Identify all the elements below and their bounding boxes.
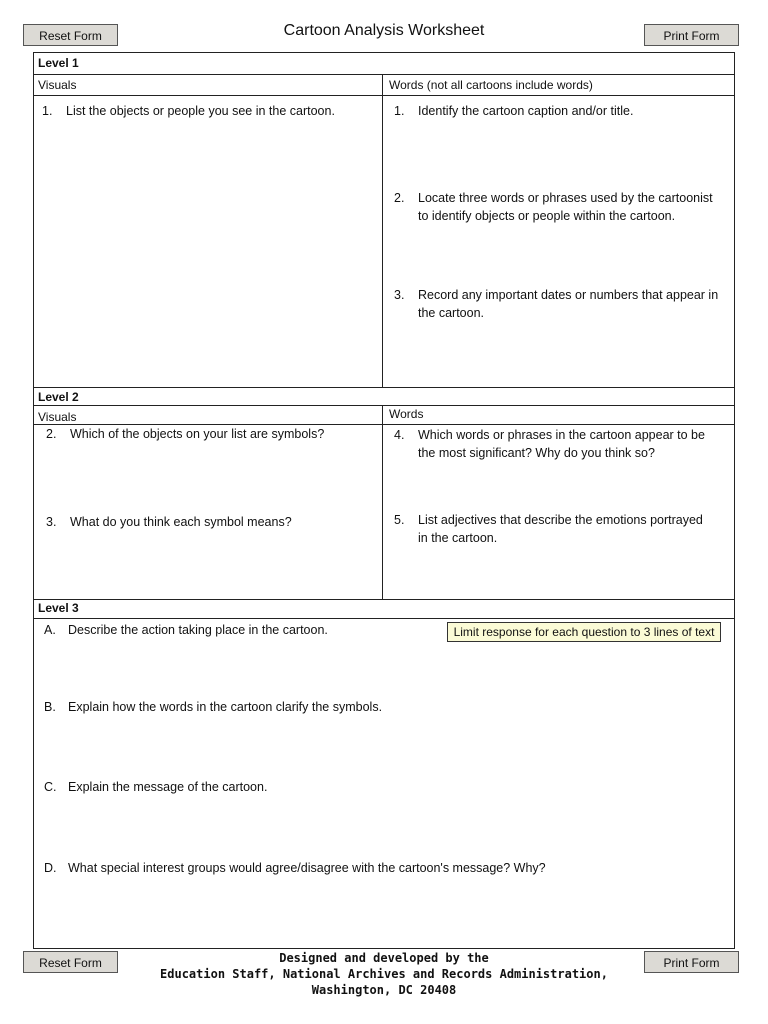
footer-credits	[0, 950, 768, 998]
question-number: 1.	[394, 104, 405, 118]
divider	[33, 387, 735, 388]
reset-form-button-top[interactable]: Reset Form	[23, 24, 118, 46]
response-limit-note: Limit response for each question to 3 lines of text	[447, 622, 721, 642]
words-question-5	[394, 512, 703, 547]
answer-c[interactable]	[40, 802, 732, 860]
question-text: Identify the cartoon caption and/or title.	[418, 104, 634, 118]
answer-b[interactable]	[40, 722, 732, 780]
page-title: Cartoon Analysis Worksheet	[283, 22, 485, 39]
answer-a[interactable]	[40, 646, 732, 700]
divider	[33, 599, 735, 600]
print-form-button-top[interactable]: Print Form	[644, 24, 739, 46]
question-number: 5.	[394, 513, 405, 527]
words-answer-4[interactable]	[392, 464, 732, 512]
level-3-label: Level 3	[38, 601, 79, 615]
question-number: B.	[44, 700, 56, 714]
question-text: List the objects or people you see in the cartoon.	[66, 104, 335, 118]
visuals-answer-3[interactable]	[40, 534, 380, 598]
column-divider	[382, 74, 383, 387]
visuals-answer-1[interactable]	[40, 124, 380, 386]
question-number: 2.	[46, 427, 57, 441]
question-text: What special interest groups would agree/disagree with the cartoon's message? Why?	[68, 861, 546, 875]
visuals-question-2	[46, 426, 324, 444]
divider	[33, 424, 735, 425]
level-2-words-header: Words	[389, 407, 424, 421]
print-form-button-bottom[interactable]: Print Form	[644, 951, 739, 973]
reset-form-button-bottom[interactable]: Reset Form	[23, 951, 118, 973]
words-answer-3[interactable]	[392, 326, 732, 386]
question-text: Describe the action taking place in the cartoon.	[68, 623, 328, 637]
words-answer-2[interactable]	[392, 228, 732, 290]
question-number: 1.	[42, 104, 53, 118]
question-number: A.	[44, 623, 56, 637]
question-text: to identify objects or people within the cartoon.	[418, 208, 676, 223]
question-text: Explain how the words in the cartoon clarify the symbols.	[68, 700, 383, 714]
question-number: 2.	[394, 191, 405, 205]
question-text: Which words or phrases in the cartoon appear to be	[418, 428, 705, 442]
question-text: Locate three words or phrases used by the cartoonist	[418, 191, 713, 205]
question-number: 3.	[394, 288, 405, 302]
visuals-question-3	[46, 514, 292, 532]
level-2-label: Level 2	[38, 390, 79, 404]
level-1-label: Level 1	[38, 56, 79, 70]
words-answer-1[interactable]	[392, 124, 732, 188]
words-answer-5[interactable]	[392, 550, 732, 598]
words-question-3	[394, 287, 718, 322]
question-text: the most significant? Why do you think so?	[418, 445, 655, 460]
level-1-visuals-header: Visuals	[38, 78, 77, 92]
divider	[33, 618, 735, 619]
question-text: Explain the message of the cartoon.	[68, 780, 268, 794]
question-b	[44, 699, 382, 717]
divider	[33, 95, 735, 96]
question-d	[44, 860, 546, 878]
question-text: List adjectives that describe the emotions portrayed	[418, 513, 703, 527]
words-question-2	[394, 190, 713, 225]
question-number: 3.	[46, 515, 57, 529]
column-divider	[382, 405, 383, 599]
visuals-question-1	[42, 103, 335, 121]
question-text: Record any important dates or numbers that appear in	[418, 288, 719, 302]
question-a	[44, 622, 328, 640]
level-1-words-header: Words (not all cartoons include words)	[389, 78, 593, 92]
footer-line-3: Washington, DC 20408	[311, 983, 457, 997]
divider	[33, 405, 735, 406]
words-question-1	[394, 103, 633, 121]
level-2-visuals-header: Visuals	[38, 410, 77, 424]
question-number: 4.	[394, 428, 405, 442]
footer-line-2: Education Staff, National Archives and Records Administration,	[160, 967, 608, 981]
question-number: D.	[44, 861, 57, 875]
footer-line-1: Designed and developed by the	[279, 951, 489, 965]
visuals-answer-2[interactable]	[40, 446, 380, 512]
question-text: the cartoon.	[418, 305, 485, 320]
question-text: in the cartoon.	[418, 530, 498, 545]
answer-d[interactable]	[40, 884, 732, 946]
question-text: What do you think each symbol means?	[70, 515, 292, 529]
question-number: C.	[44, 780, 57, 794]
question-text: Which of the objects on your list are symbols?	[70, 427, 325, 441]
divider	[33, 74, 735, 75]
words-question-4	[394, 427, 705, 462]
question-c	[44, 779, 267, 797]
